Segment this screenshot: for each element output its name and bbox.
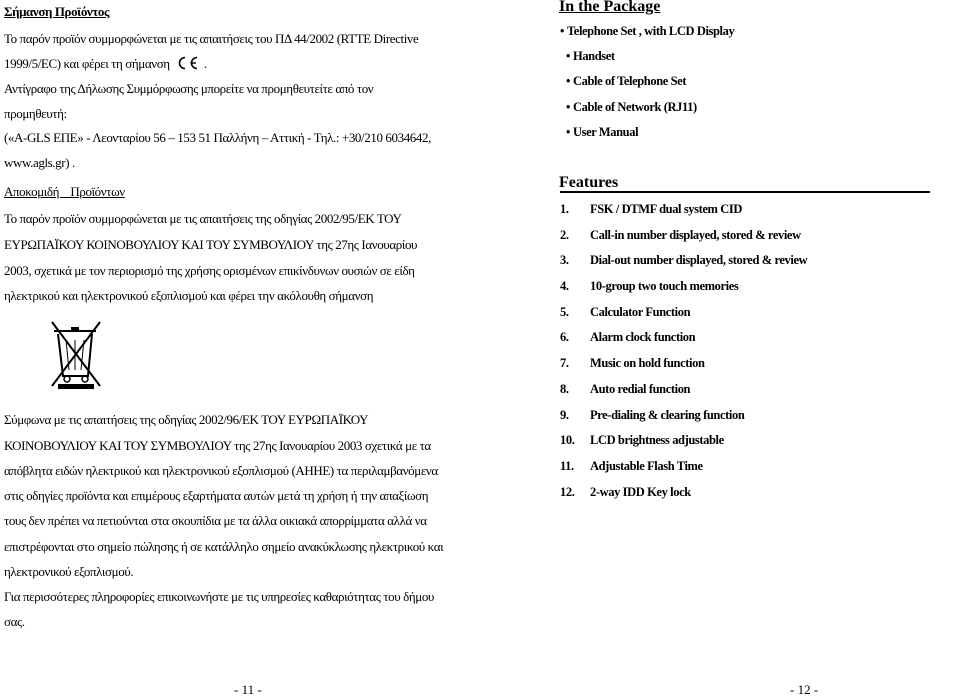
marking-line: («A-GLS ΕΠΕ» - Λεονταρίου 56 – 153 51 Παλλήνη – Αττική - Τηλ.: +30/210 6034642, <box>4 130 431 145</box>
marking-line-period: . <box>203 56 207 71</box>
disposal-line: ηλεκτρικού και ηλεκτρονικού εξοπλισμού και φέρει την ακόλουθη σήμανση <box>4 288 374 303</box>
feature-item: 11. Adjustable Flash Time <box>560 458 703 473</box>
feature-item: 12. 2-way IDD Key lock <box>560 484 691 499</box>
marking-line: προμηθευτή: <box>4 106 67 121</box>
feature-item: 4. 10-group two touch memories <box>560 279 739 294</box>
feature-item: 1. FSK / DTMF dual system CID <box>560 202 742 216</box>
list-item: • Cable of Telephone Set <box>566 74 687 89</box>
marking-line: Το παρόν προϊόν συμμορφώνεται με τις απαιτήσεις του ΠΔ 44/2002 (RTTE Directive <box>4 31 419 46</box>
package-title: In the Package <box>559 0 661 15</box>
feature-item: 2. Call-in number displayed, stored & review <box>560 227 801 242</box>
features-list <box>560 202 807 510</box>
marking-line: Αντίγραφο της Δήλωσης Συμμόρφωσης μπορείτε να προμηθευτείτε από τον <box>4 81 374 96</box>
marking-title: Σήμανση Προϊόντος <box>4 4 110 19</box>
weee-line: ηλεκτρονικού εξοπλισμού. <box>4 564 134 579</box>
weee-line: σας. <box>4 614 25 629</box>
package-list <box>560 24 734 150</box>
weee-line: απόβλητα ειδών ηλεκτρικού και ηλεκτρονικού εξοπλισμού (ΑΗΗΕ) τα περιλαμβανόμενα <box>4 463 438 478</box>
feature-item: 6. Alarm clock function <box>560 330 696 345</box>
page-number-right: - 12 - <box>790 682 819 697</box>
disposal-title: Αποκομιδή Προϊόντων <box>4 184 125 199</box>
feature-item: 3. Dial-out number displayed, stored & review <box>560 253 808 268</box>
disposal-line: Το παρόν προϊόν συμμορφώνεται με τις απαιτήσεις της οδηγίας 2002/95/ΕΚ ΤΟΥ <box>4 211 402 226</box>
marking-line: www.agls.gr) . <box>4 155 75 170</box>
feature-item: 7. Music on hold function <box>560 356 705 371</box>
feature-item: 5. Calculator Function <box>560 304 691 319</box>
list-item: • User Manual <box>566 124 639 139</box>
ce-mark-icon <box>176 56 200 74</box>
crossed-out-wheelie-bin-icon <box>48 318 108 395</box>
weee-line: τους δεν πρέπει να πετιούνται στα σκουπίδια με τα άλλα οικιακά απορρίμματα αλλά να <box>4 513 427 528</box>
weee-line: επιστρέφονται στο σημείο πώλησης ή σε κατάλληλο σημείο ανακύκλωσης ηλεκτρικού και <box>4 539 444 554</box>
list-item: • Handset <box>566 49 615 64</box>
weee-line: ΚΟΙΝΟΒΟΥΛΙΟΥ ΚΑΙ ΤΟΥ ΣΥΜΒΟΥΛΙΟΥ της 27ης Ιανουαρίου 2003 σχετικά με τα <box>4 438 431 453</box>
features-underline <box>560 191 930 193</box>
marking-line-text: 1999/5/EC) και φέρει τη σήμανση <box>4 56 170 71</box>
marking-line-ce <box>4 56 207 74</box>
feature-item: 10. LCD brightness adjustable <box>560 433 724 448</box>
weee-line: στις οδηγίες προϊόντα και επιμέρους εξαρτήματα αυτών μετά τη χρήση ή την απαξίωση <box>4 488 429 503</box>
list-item: • Telephone Set , with LCD Display <box>560 24 735 38</box>
weee-line: Σύμφωνα με τις απαιτήσεις της οδηγίας 2002/96/ΕΚ ΤΟΥ ΕΥΡΩΠΑΪΚΟΥ <box>4 412 369 427</box>
list-item: • Cable of Network (RJ11) <box>566 99 697 114</box>
disposal-line: 2003, σχετικά με τον περιορισμό της χρήσης ορισμένων επικίνδυνων ουσιών σε είδη <box>4 263 415 278</box>
feature-item: 8. Auto redial function <box>560 381 691 396</box>
feature-item: 9. Pre-dialing & clearing function <box>560 407 745 422</box>
page-number-left: - 11 - <box>234 682 262 697</box>
disposal-line: ΕΥΡΩΠΑΪΚΟΥ ΚΟΙΝΟΒΟΥΛΙΟΥ ΚΑΙ ΤΟΥ ΣΥΜΒΟΥΛΙΟΥ της 27ης Ιανουαρίου <box>4 237 418 252</box>
right-page <box>540 0 960 697</box>
features-title: Features <box>559 174 619 191</box>
weee-line: Για περισσότερες πληροφορίες επικοινωνήστε με τις υπηρεσίες καθαριότητας του δήμου <box>4 589 434 604</box>
